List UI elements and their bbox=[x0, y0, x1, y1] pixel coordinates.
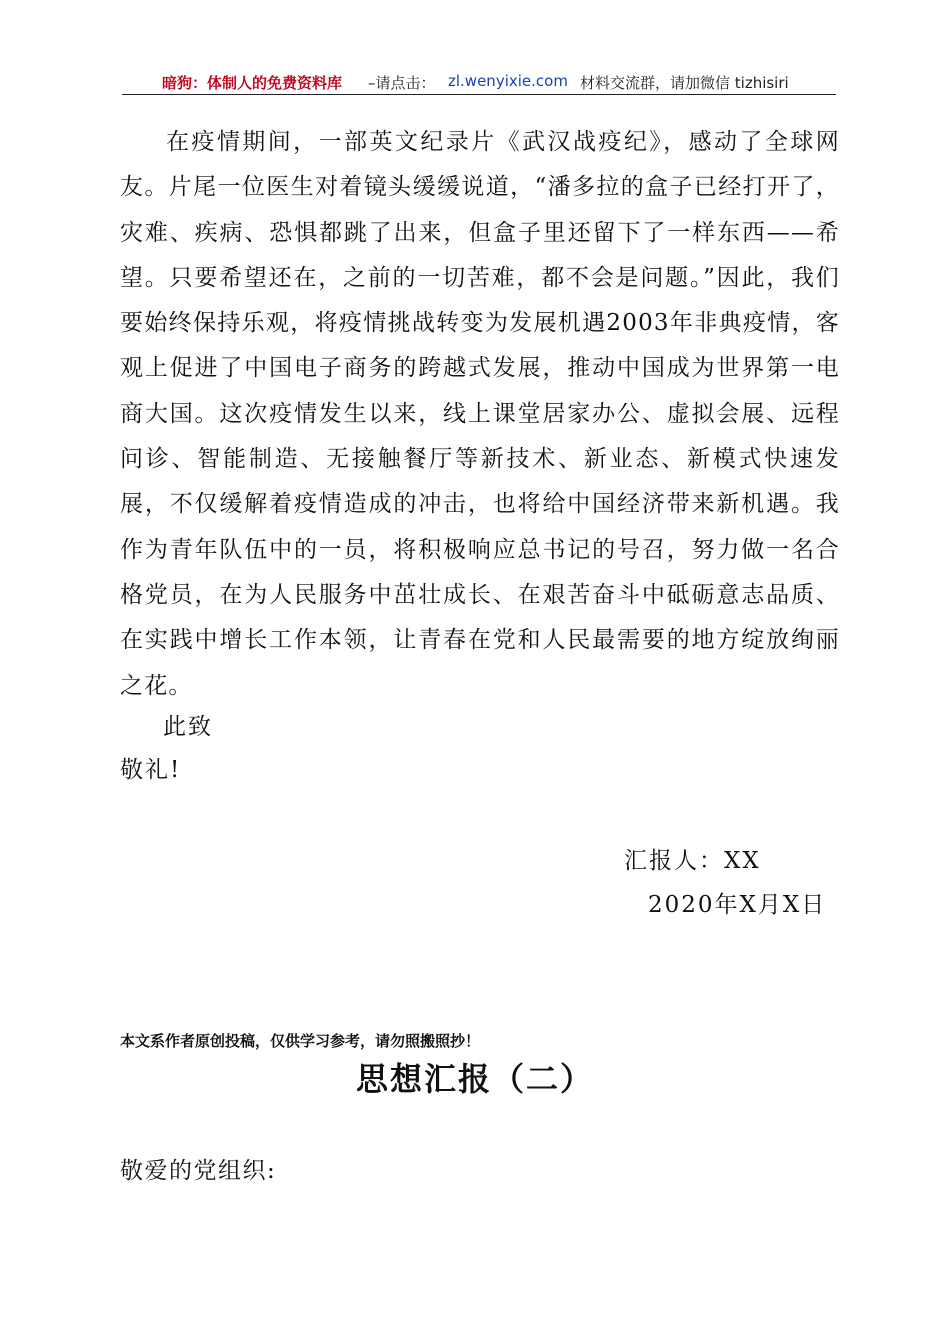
header-cta: –请点击： bbox=[368, 74, 436, 92]
salutation: 敬爱的党组织: bbox=[120, 1158, 277, 1184]
header-link[interactable]: zl.wenyixie.com bbox=[448, 72, 568, 90]
reporter-name: 汇报人：XX bbox=[624, 848, 761, 874]
header-contact: 材料交流群，请加微信 tizhisiri bbox=[580, 74, 789, 92]
closing-regards-1: 此致 bbox=[163, 714, 213, 740]
copyright-note: 本文系作者原创投稿，仅供学习参考，请勿照搬照抄！ bbox=[120, 1032, 481, 1050]
header-brand: 暗狗：体制人的免费资料库 bbox=[162, 74, 343, 92]
report-date: 2020年X月X日 bbox=[648, 892, 827, 918]
section-title: 思想汇报（二） bbox=[355, 1060, 594, 1098]
body-paragraph: 在疫情期间，一部英文纪录片《武汉战疫纪》，感动了全球网友。片尾一位医生对着镜头缓缓说道，“潘多拉的盒子已经打开了，灾难、疾病、恐惧都跳了出来，但盒子里还留下了一样东西——希望。只要希望还在，之前的一切苦难，都不会是问题。”因此，我们要始终保持乐观，将疫情挑战转变为发展机遇2003年非典疫情，客观上促进了中国电子商务的跨越式发展，推动中国成为世界第一电商大国。这次疫情发生以来，线上课堂居家办公、虚拟会展、远程问诊、智能制造、无接触餐厅等新技术、新业态、新模式快速发展，不仅缓解着疫情造成的冲击，也将给中国经济带来新机遇。我作为青年队伍中的一员，将积极响应总书记的号召，努力做一名合格党员，在为人民服务中茁壮成长、在艰苦奋斗中砥砺意志品质、在实践中增长工作本领，让青春在党和人民最需要的地方绽放绚丽之花。 bbox=[120, 129, 840, 699]
page-header bbox=[122, 66, 836, 95]
body-text bbox=[120, 120, 840, 709]
closing-regards-2: 敬礼! bbox=[120, 757, 182, 783]
